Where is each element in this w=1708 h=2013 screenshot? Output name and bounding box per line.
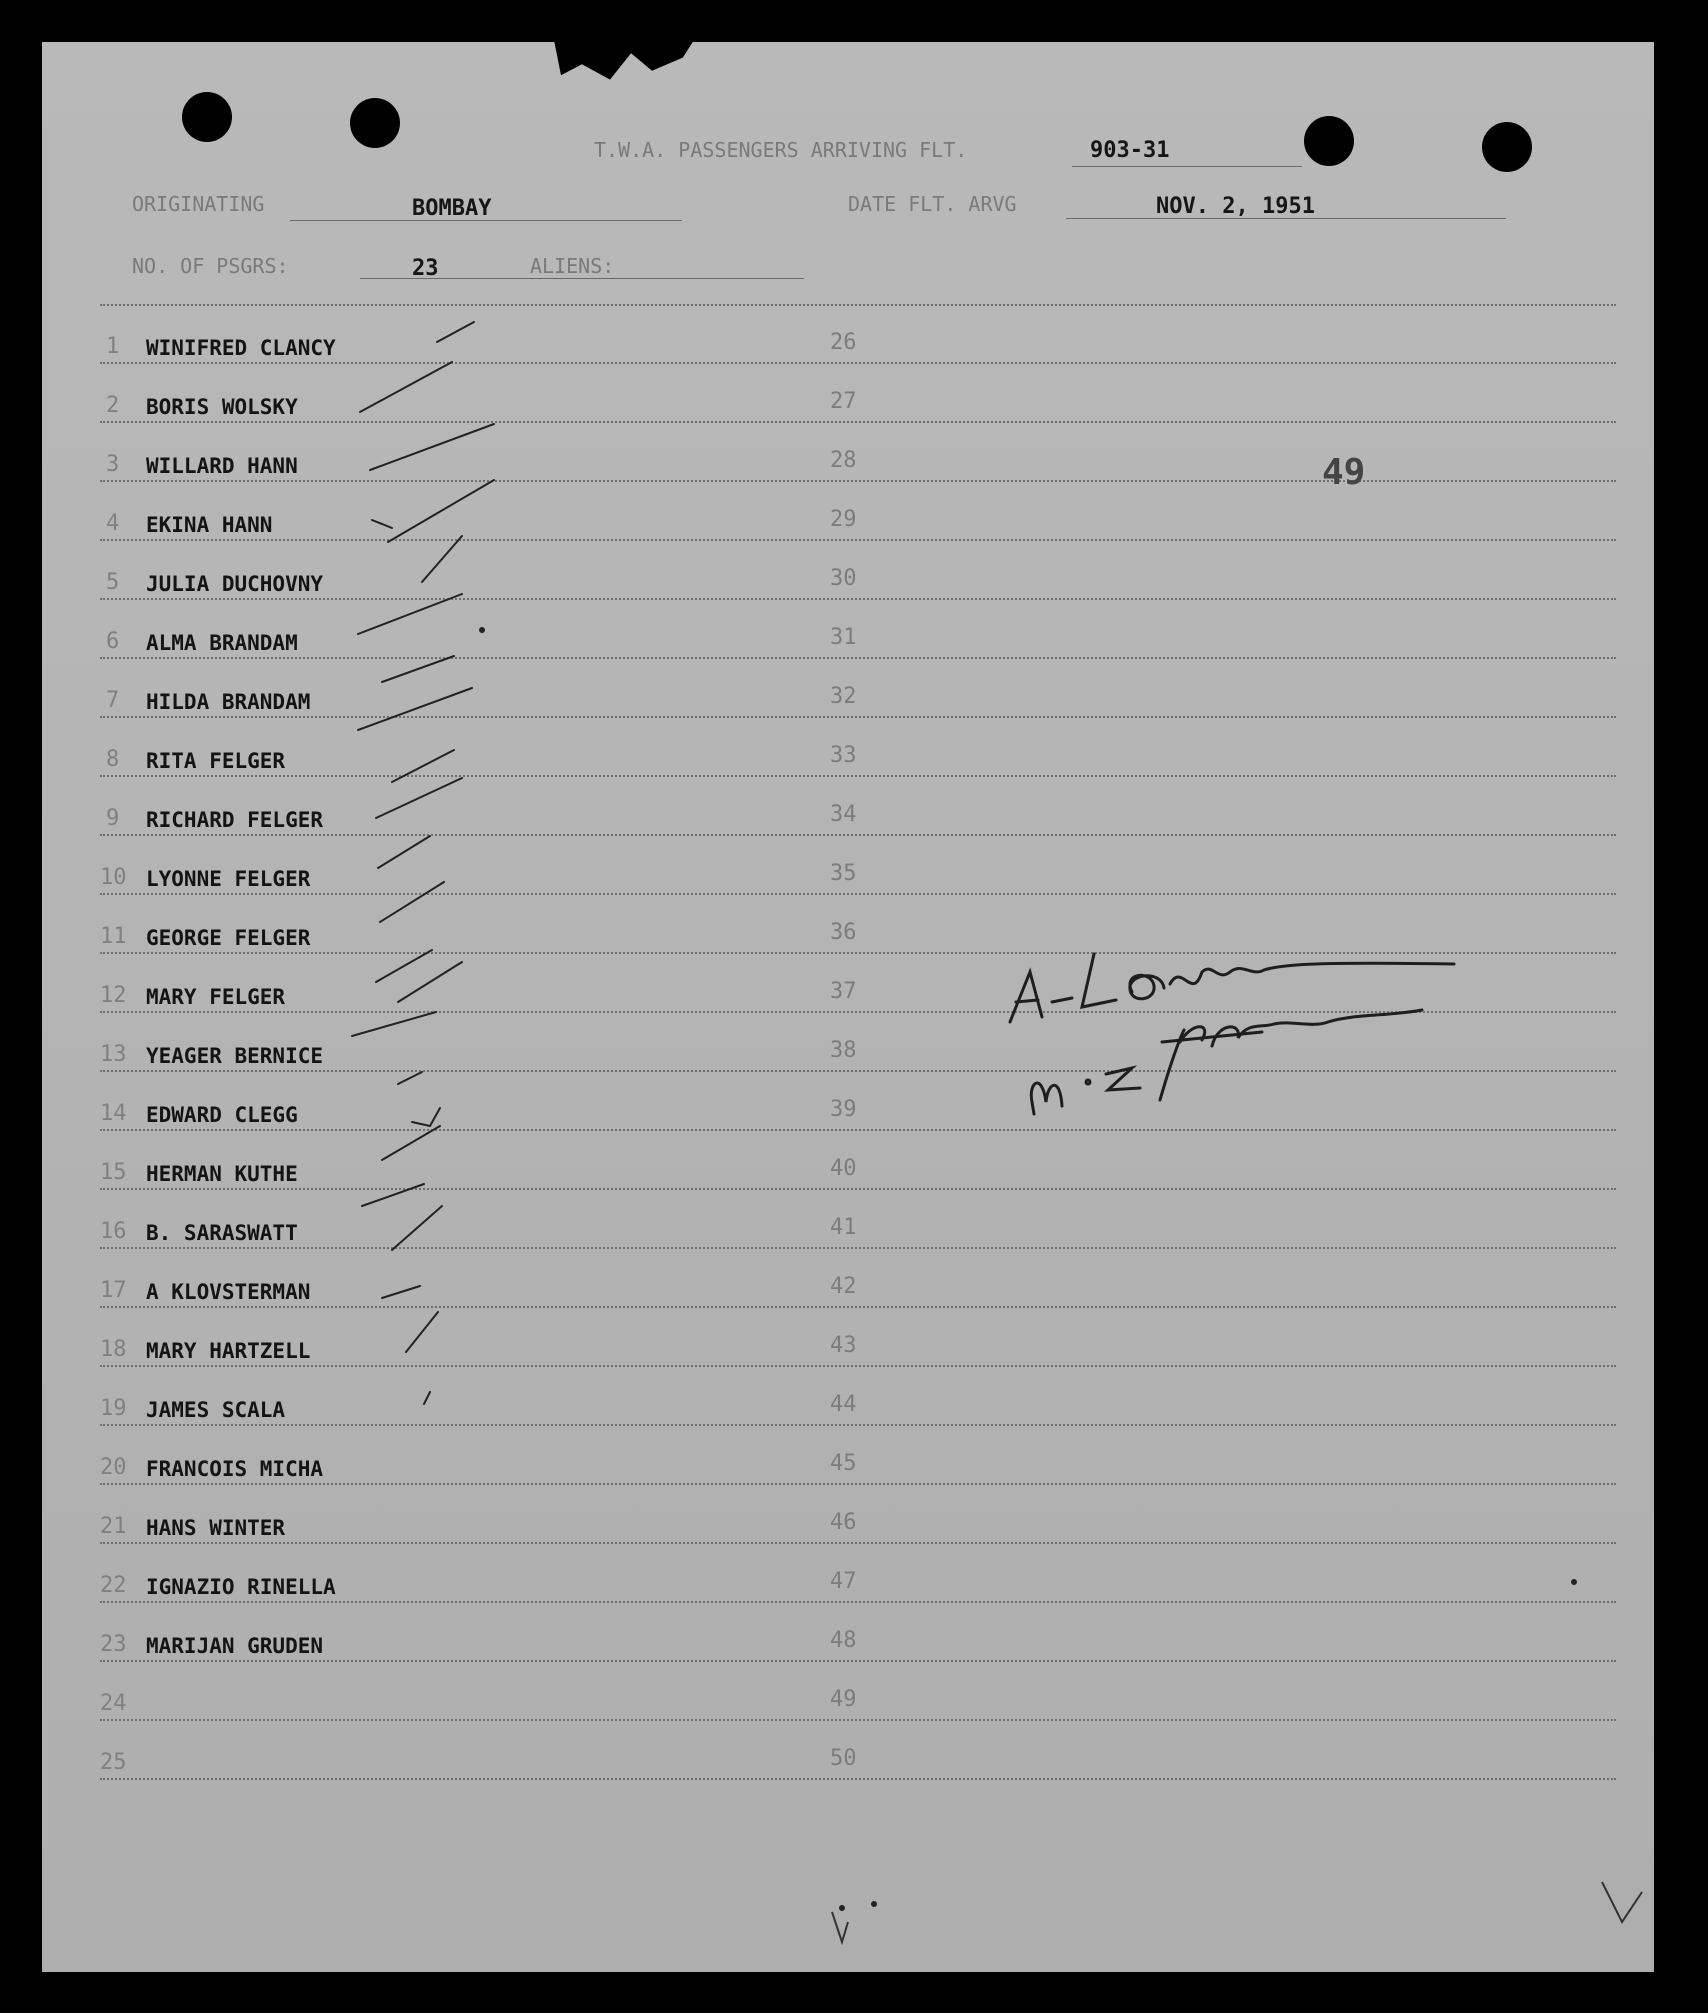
date-label: DATE FLT. ARVG [848, 192, 1017, 216]
row-number: 11 [100, 924, 127, 949]
row-number-right: 48 [830, 1628, 857, 1653]
row-number-right: 28 [830, 448, 857, 473]
passenger-name: MARY HARTZELL [146, 1339, 311, 1363]
passenger-name: YEAGER BERNICE [146, 1044, 324, 1068]
handwritten-marks [42, 42, 1654, 1972]
row-number-right: 26 [830, 330, 857, 355]
passenger-name: WILLARD HANN [146, 454, 298, 478]
originating-value: BOMBAY [412, 196, 492, 221]
row-number: 17 [100, 1278, 127, 1303]
row-number-right: 34 [830, 802, 857, 827]
row-number-right: 37 [830, 979, 857, 1004]
row-number: 21 [100, 1514, 127, 1539]
passenger-name: MARY FELGER [146, 985, 286, 1009]
row-number: 25 [100, 1750, 127, 1775]
manifest-page [42, 42, 1654, 1972]
row-number: 9 [106, 806, 120, 831]
passenger-name: ALMA BRANDAM [146, 631, 298, 655]
passenger-name: B. SARASWATT [146, 1221, 298, 1245]
row-number-right: 33 [830, 743, 857, 768]
pssgrs-label: NO. OF PSGRS: [132, 254, 289, 278]
row-number: 5 [106, 570, 120, 595]
row-number-right: 32 [830, 684, 857, 709]
passenger-name: HERMAN KUTHE [146, 1162, 298, 1186]
row-number-right: 46 [830, 1510, 857, 1535]
passenger-name: HILDA BRANDAM [146, 690, 311, 714]
row-number: 16 [100, 1219, 127, 1244]
row-number: 18 [100, 1337, 127, 1362]
row-number: 24 [100, 1691, 127, 1716]
passenger-name: FRANCOIS MICHA [146, 1457, 324, 1481]
row-number: 15 [100, 1160, 127, 1185]
passenger-name: WINIFRED CLANCY [146, 336, 336, 360]
row-number: 14 [100, 1101, 127, 1126]
row-number-right: 49 [830, 1687, 857, 1712]
row-number: 19 [100, 1396, 127, 1421]
row-number-right: 29 [830, 507, 857, 532]
row-number-right: 38 [830, 1038, 857, 1063]
row-number-right: 50 [830, 1746, 857, 1771]
row-number: 3 [106, 452, 120, 477]
pssgrs-value: 23 [412, 256, 439, 281]
row-number-right: 43 [830, 1333, 857, 1358]
row-number-right: 31 [830, 625, 857, 650]
passenger-name: IGNAZIO RINELLA [146, 1575, 336, 1599]
passenger-name: EKINA HANN [146, 513, 273, 537]
row-number-right: 39 [830, 1097, 857, 1122]
passenger-name: MARIJAN GRUDEN [146, 1634, 324, 1658]
passenger-name: A KLOVSTERMAN [146, 1280, 311, 1304]
row-number-right: 36 [830, 920, 857, 945]
row-number: 4 [106, 511, 120, 536]
row-number: 1 [106, 334, 120, 359]
row-number: 6 [106, 629, 120, 654]
passenger-name: HANS WINTER [146, 1516, 286, 1540]
row-number: 7 [106, 688, 120, 713]
row-number-right: 40 [830, 1156, 857, 1181]
row-number-right: 30 [830, 566, 857, 591]
originating-label: ORIGINATING [132, 192, 265, 216]
row-number-right: 41 [830, 1215, 857, 1240]
passenger-name: LYONNE FELGER [146, 867, 311, 891]
aliens-label: ALIENS: [530, 254, 615, 278]
row-number-right: 42 [830, 1274, 857, 1299]
row-number-right: 35 [830, 861, 857, 886]
row-number: 10 [100, 865, 127, 890]
title-prefix: T.W.A. PASSENGERS ARRIVING FLT. [594, 138, 968, 162]
passenger-name: RITA FELGER [146, 749, 286, 773]
row-number: 23 [100, 1632, 127, 1657]
flight-number: 903-31 [1090, 138, 1170, 163]
row-number: 2 [106, 393, 120, 418]
page-stamp-number: 49 [1322, 452, 1366, 493]
passenger-name: JAMES SCALA [146, 1398, 286, 1422]
passenger-name: JULIA DUCHOVNY [146, 572, 324, 596]
passenger-name: RICHARD FELGER [146, 808, 324, 832]
passenger-name: EDWARD CLEGG [146, 1103, 298, 1127]
row-number: 22 [100, 1573, 127, 1598]
row-number-right: 45 [830, 1451, 857, 1476]
row-number-right: 44 [830, 1392, 857, 1417]
row-number: 12 [100, 983, 127, 1008]
date-value: NOV. 2, 1951 [1156, 194, 1315, 219]
row-number-right: 47 [830, 1569, 857, 1594]
row-number: 8 [106, 747, 120, 772]
passenger-name: BORIS WOLSKY [146, 395, 298, 419]
row-number: 20 [100, 1455, 127, 1480]
passenger-name: GEORGE FELGER [146, 926, 311, 950]
row-number-right: 27 [830, 389, 857, 414]
row-number: 13 [100, 1042, 127, 1067]
